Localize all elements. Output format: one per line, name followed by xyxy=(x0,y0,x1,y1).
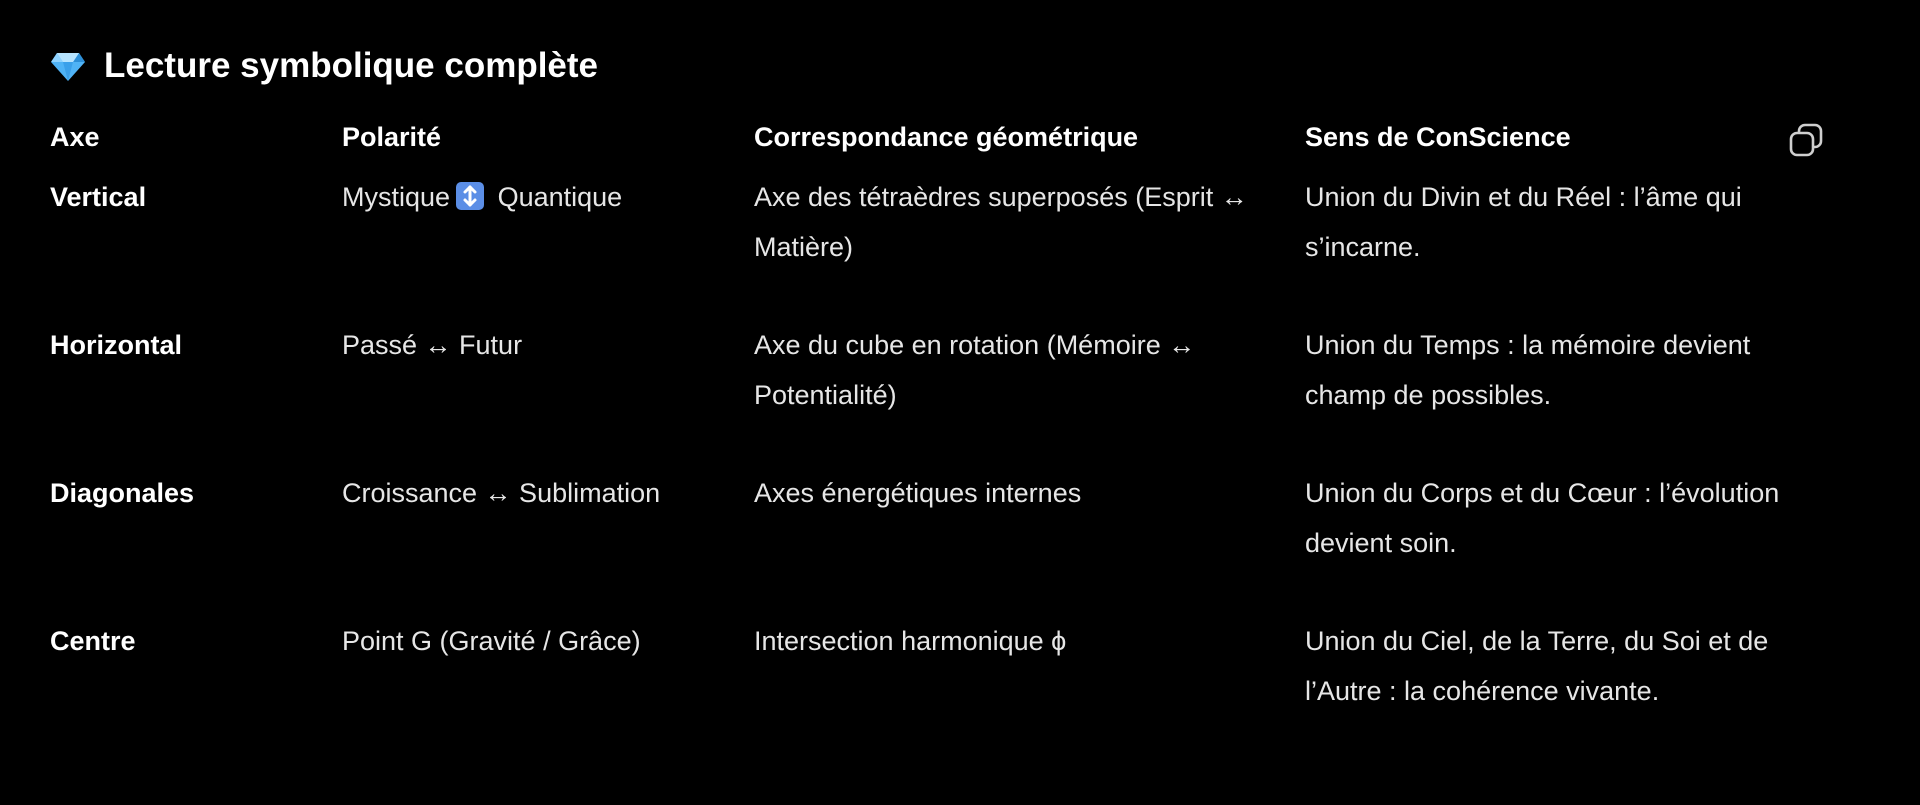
cell-geometrie: Axe du cube en rotation (Mémoire ↔ Potentialité) xyxy=(754,330,1196,410)
cell-sens: Union du Ciel, de la Terre, du Soi et de l’Autre : la cohérence vivante. xyxy=(1305,626,1769,706)
polarite-start: Mystique xyxy=(342,182,451,212)
cell-axe: Vertical xyxy=(50,182,147,212)
cell-axe: Centre xyxy=(50,626,136,656)
cell-geometrie: Axe des tétraèdres superposés (Esprit ↔ Matière) xyxy=(754,182,1248,262)
table-row xyxy=(50,172,1850,320)
up-down-arrow-icon xyxy=(456,182,484,210)
cell-polarite: Point G (Gravité / Grâce) xyxy=(342,626,641,656)
cell-axe: Diagonales xyxy=(50,478,195,508)
gem-icon xyxy=(50,51,86,81)
cell-sens: Union du Divin et du Réel : l’âme qui s’incarne. xyxy=(1305,182,1742,262)
cell-polarite: Croissance ↔ Sublimation xyxy=(342,478,661,508)
section-heading xyxy=(50,46,598,86)
table-row xyxy=(50,616,1850,764)
polarite-end: Quantique xyxy=(497,182,623,212)
cell-polarite xyxy=(342,172,754,320)
symbolic-reading-table xyxy=(50,112,1850,764)
header-polarite: Polarité xyxy=(342,122,442,152)
cell-geometrie: Intersection harmonique ϕ xyxy=(754,626,1067,656)
header-correspondance: Correspondance géométrique xyxy=(754,122,1139,152)
table-row xyxy=(50,320,1850,468)
table-row xyxy=(50,468,1850,616)
header-axe: Axe xyxy=(50,122,100,152)
cell-polarite: Passé ↔ Futur xyxy=(342,330,523,360)
section-title: Lecture symbolique complète xyxy=(104,46,599,85)
cell-sens: Union du Temps : la mémoire devient champ de possibles. xyxy=(1305,330,1751,410)
cell-sens: Union du Corps et du Cœur : l’évolution devient soin. xyxy=(1305,478,1780,558)
cell-axe: Horizontal xyxy=(50,330,182,360)
cell-geometrie: Axes énergétiques internes xyxy=(754,478,1082,508)
table-header-row xyxy=(50,112,1850,172)
header-sens: Sens de ConScience xyxy=(1305,122,1571,152)
